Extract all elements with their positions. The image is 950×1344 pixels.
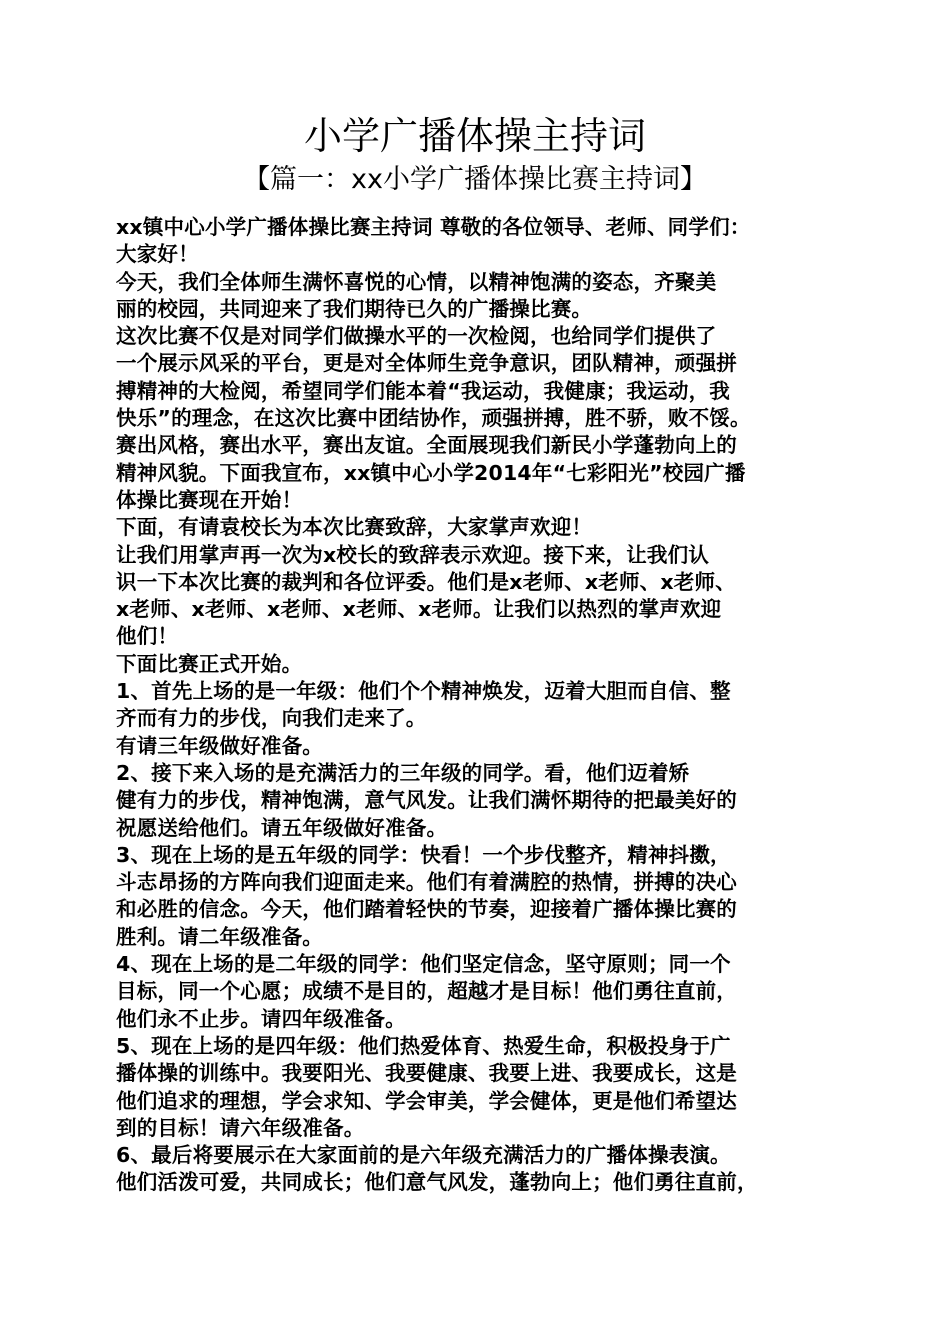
- document-subtitle: 【篇一：xx小学广播体操比赛主持词】: [243, 164, 707, 195]
- body-line: 5、现在上场的是四年级：他们热爱体育、热爱生命，积极投身于广: [116, 1033, 731, 1058]
- body-line: 3、现在上场的是五年级的同学：快看！一个步伐整齐，精神抖擞，: [116, 842, 731, 867]
- body-line: 搏精神的大检阅，希望同学们能本着“我运动，我健康；我运动，我: [116, 378, 730, 403]
- body-line: 让我们用掌声再一次为x校长的致辞表示欢迎。接下来，让我们认: [116, 542, 710, 567]
- body-line: 他们追求的理想，学会求知、学会审美，学会健体，更是他们希望达: [116, 1088, 737, 1113]
- document-title: 小学广播体操主持词: [303, 114, 646, 158]
- body-line: 1、首先上场的是一年级：他们个个精神焕发，迈着大胆而自信、整: [116, 679, 731, 704]
- body-line: 大家好！: [116, 242, 199, 267]
- body-line: 快乐”的理念，在这次比赛中团结协作，顽强拼搏，胜不骄，败不馁。: [116, 406, 751, 431]
- body-line: 胜利。请二年级准备。: [116, 924, 323, 949]
- body-line: 目标，同一个心愿；成绩不是目的，超越才是目标！他们勇往直前，: [116, 979, 737, 1004]
- body-line: 6、最后将要展示在大家面前的是六年级充满活力的广播体操表演。: [116, 1143, 731, 1168]
- body-line: 这次比赛不仅是对同学们做操水平的一次检阅，也给同学们提供了: [116, 324, 717, 349]
- body-line: xx镇中心小学广播体操比赛主持词 尊敬的各位领导、老师、同学们：: [116, 215, 751, 239]
- body-line: 有请三年级做好准备。: [116, 733, 323, 758]
- body-line: 一个展示风采的平台，更是对全体师生竞争意识，团队精神，顽强拼: [116, 351, 737, 376]
- body-line: 下面比赛正式开始。: [116, 651, 303, 676]
- body-line: 健有力的步伐，精神饱满，意气风发。让我们满怀期待的把最美好的: [116, 788, 737, 813]
- body-line: 下面，有请袁校长为本次比赛致辞，大家掌声欢迎！: [116, 515, 593, 540]
- body-line: 他们永不止步。请四年级准备。: [116, 1006, 406, 1031]
- body-line: 斗志昂扬的方阵向我们迎面走来。他们有着满腔的热情，拼搏的决心: [116, 870, 737, 895]
- body-line: 播体操的训练中。我要阳光、我要健康、我要上进、我要成长，这是: [116, 1061, 737, 1086]
- body-line: 识一下本次比赛的裁判和各位评委。他们是x老师、x老师、x老师、: [116, 569, 736, 594]
- document-body: [116, 214, 844, 1197]
- body-line: 丽的校园，共同迎来了我们期待已久的广播操比赛。: [116, 296, 593, 321]
- body-line: 他们活泼可爱，共同成长；他们意气风发，蓬勃向上；他们勇往直前，: [116, 1170, 758, 1195]
- body-line: 赛出风格，赛出水平，赛出友谊。全面展现我们新民小学蓬勃向上的: [116, 433, 737, 458]
- body-line: 2、接下来入场的是充满活力的三年级的同学。看，他们迈着矫: [116, 760, 690, 785]
- body-line: 体操比赛现在开始！: [116, 487, 303, 512]
- body-line: 他们！: [116, 624, 179, 649]
- body-line: 祝愿送给他们。请五年级做好准备。: [116, 815, 448, 840]
- body-line: 今天，我们全体师生满怀喜悦的心情，以精神饱满的姿态，齐聚美: [116, 269, 717, 294]
- body-line: 到的目标！请六年级准备。: [116, 1115, 365, 1140]
- body-line: 精神风貌。下面我宣布，xx镇中心小学2014年“七彩阳光”校园广播: [116, 460, 746, 485]
- body-line: 和必胜的信念。今天，他们踏着轻快的节奏，迎接着广播体操比赛的: [116, 897, 737, 922]
- body-line: x老师、x老师、x老师、x老师、x老师。让我们以热烈的掌声欢迎: [116, 597, 722, 622]
- body-line: 齐而有力的步伐，向我们走来了。: [116, 706, 427, 731]
- body-line: 4、现在上场的是二年级的同学：他们坚定信念，坚守原则；同一个: [116, 952, 731, 977]
